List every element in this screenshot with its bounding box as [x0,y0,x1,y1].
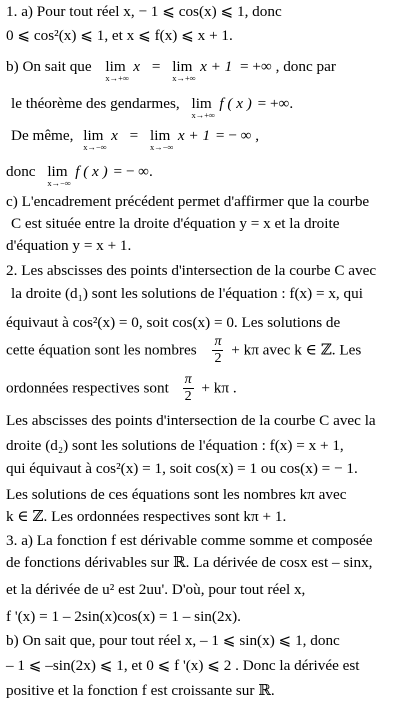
text-fragment: = +∞. [257,95,294,112]
text-line-21: de fonctions dérivables sur ℝ. La dérivée de cosx est – sinx, [6,554,373,571]
text-fragment: De même, [11,127,74,144]
text-line-13 [6,334,361,367]
text-fragment: ordonnées respectives sont [6,379,169,397]
text-line-19: k ∈ ℤ. Les ordonnées respectives sont kπ + 1. [6,508,287,525]
text-line-26: positive et la fonction f est croissante sur ℝ. [6,682,275,699]
text-line-6 [6,163,153,188]
text-line-17: qui équivaut à cos²(x) = 1, soit cos(x) = 1 ou cos(x) = − 1. [6,460,358,477]
text-line-23: f '(x) = 1 – 2sin(x)cos(x) = 1 – sin(2x). [6,608,241,625]
text-line-7: c) L'encadrement précédent permet d'affirmer que la courbe [6,193,370,210]
limit-expression: lim f ( x ) x→−∞ [47,163,108,188]
text-line-11: la droite (d₁) sont les solutions de l'équation : f(x) = x, qui [11,285,363,302]
text-line-9: d'équation y = x + 1. [6,237,132,254]
text-line-1: 1. a) Pour tout réel x, − 1 ⩽ cos(x) ⩽ 1, donc [6,3,282,20]
text-line-20: 3. a) La fonction f est dérivable comme somme et composée [6,532,373,549]
text-line-25: – 1 ⩽ –sin(2x) ⩽ 1, et 0 ⩽ f '(x) ⩽ 2 . Donc la dérivée est [6,657,360,674]
equals-sign: = [151,58,161,75]
text-line-15: Les abscisses des points d'intersection de la courbe C avec la [6,412,376,429]
text-fragment: + kπ avec k ∈ ℤ. Les [231,341,362,359]
text-fragment: cette équation sont les nombres [6,341,197,359]
text-line-22: et la dérivée de u² est 2uu'. D'où, pour tout réel x, [6,581,306,598]
text-line-10: 2. Les abscisses des points d'intersection de la courbe C avec [6,262,377,279]
text-line-5 [11,127,259,152]
limit-expression: lim x x→−∞ [83,127,118,152]
text-line-12: équivaut à cos²(x) = 0, soit cos(x) = 0. Les solutions de [6,314,341,331]
text-line-16: droite (d₂) sont les solutions de l'équation : f(x) = x + 1, [6,437,344,454]
limit-expression: lim x + 1 x→+∞ [172,58,233,83]
text-fragment: b) On sait que [6,58,92,75]
text-line-3 [6,58,336,83]
text-line-2: 0 ⩽ cos²(x) ⩽ 1, et x ⩽ f(x) ⩽ x + 1. [6,27,233,44]
text-line-24: b) On sait que, pour tout réel x, – 1 ⩽ sin(x) ⩽ 1, donc [6,632,340,649]
text-line-4 [11,95,293,120]
text-fragment: donc [6,163,36,180]
text-fragment: = +∞ , donc par [240,58,336,75]
text-line-18: Les solutions de ces équations sont les nombres kπ avec [6,486,347,503]
limit-expression: lim x + 1 x→−∞ [150,127,211,152]
text-fragment: = − ∞. [113,163,153,180]
fraction-pi-over-2: $\frac{\pi}{2}$ [214,334,222,366]
text-line-8: C est située entre la droite d'équation y = x et la droite [11,215,340,232]
limit-expression: lim f ( x ) x→+∞ [191,95,252,120]
limit-expression: lim x x→+∞ [105,58,141,83]
text-line-14 [6,372,237,405]
fraction-pi-over-2: $\frac{\pi}{2}$ [184,372,192,404]
text-fragment: = − ∞ , [215,127,259,144]
equals-sign: = [129,127,139,144]
text-fragment: + kπ . [201,379,237,397]
text-fragment: le théorème des gendarmes, [11,95,180,112]
